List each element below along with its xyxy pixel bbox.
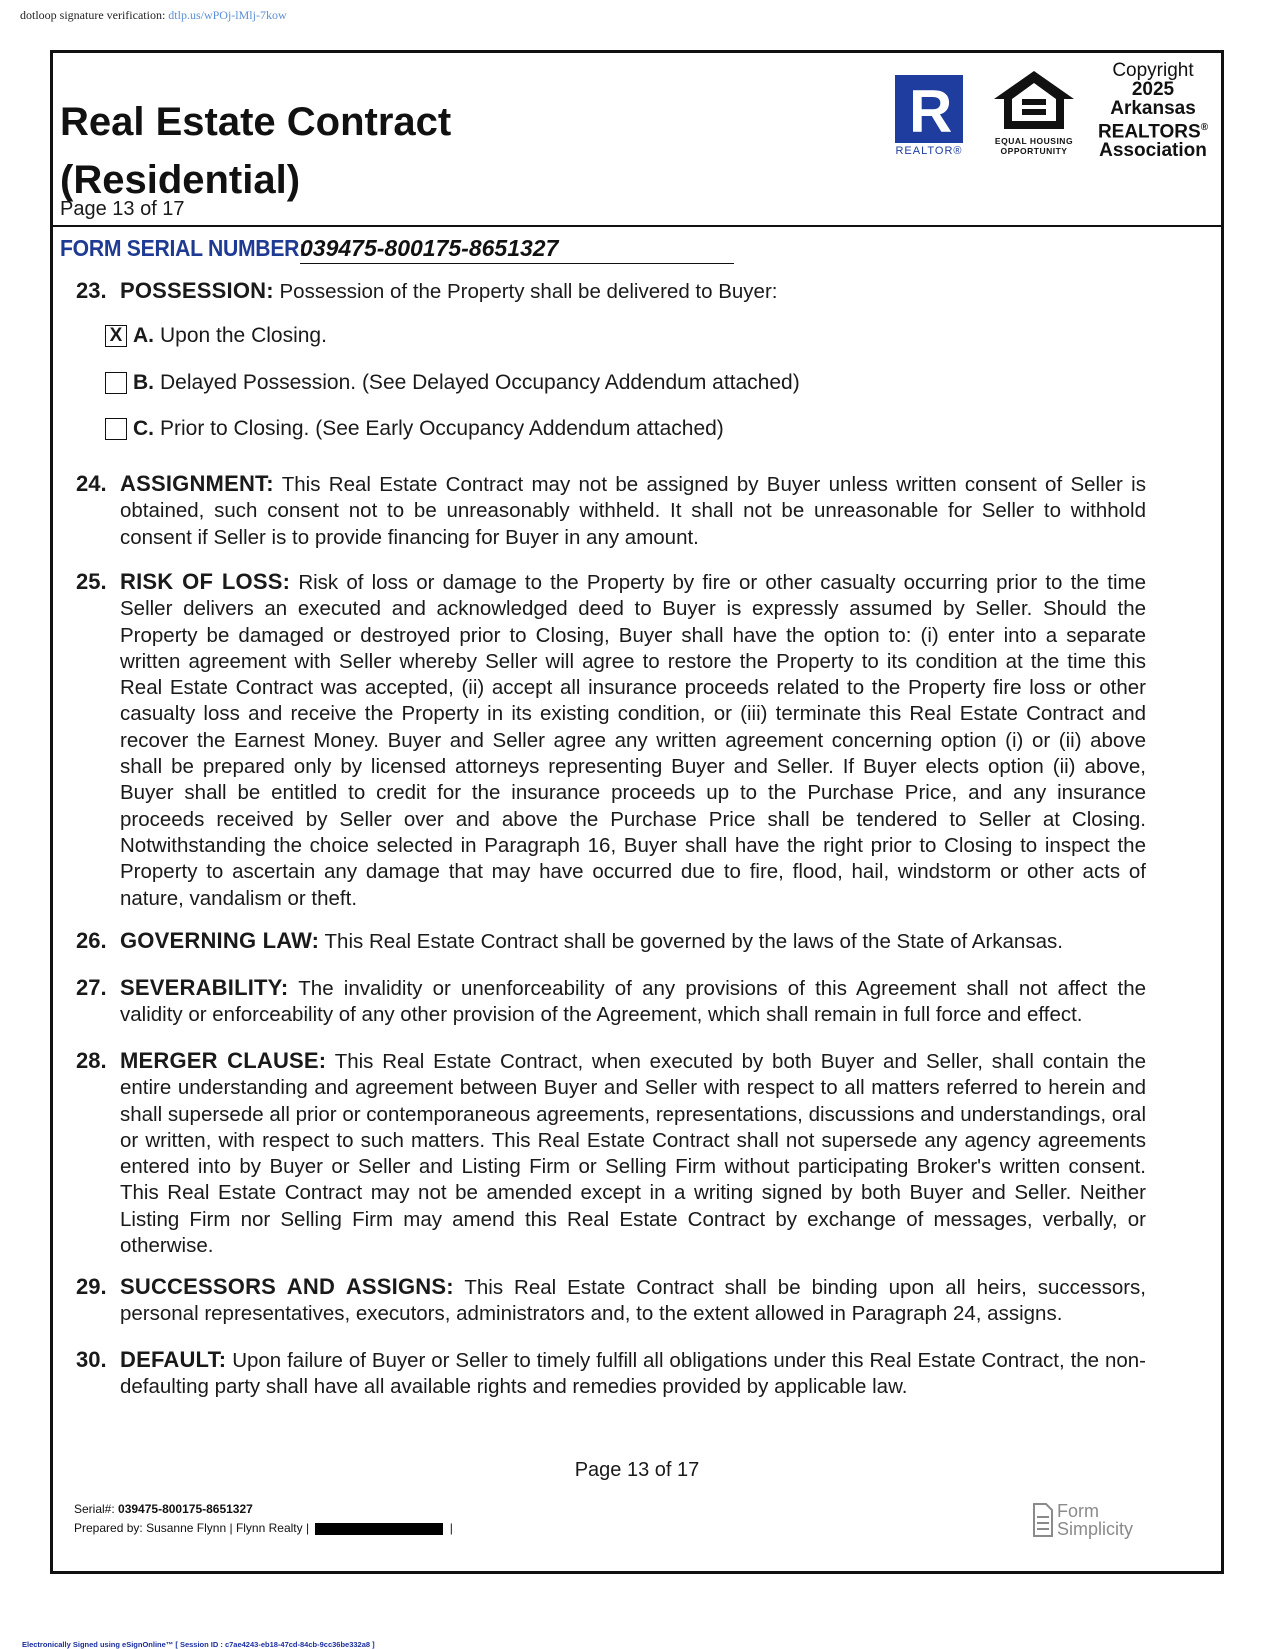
equal-housing-house-icon [990,69,1078,131]
checkbox-option-b[interactable] [105,372,127,394]
realtor-letter: R [909,78,953,145]
document-icon [1033,1503,1053,1537]
option-letter: A. [133,324,154,347]
copyright-org: REALTORS [1097,121,1201,143]
option-text: Upon the Closing. [160,324,327,347]
section-number: 23. [76,278,107,303]
separator: | [305,1521,310,1535]
equal-housing-logo [988,69,1080,156]
section-governing-law [76,928,1146,955]
section-text: This Real Estate Contract, when executed by both Buyer and Seller, shall contain the entire understanding and agreement between Buyer and Seller with respect to all matters referred to herein and shall supersede all prior or contemporaneous agreements, representations, discussions and understandings, oral or written, with respect to such matters. This Real Estate Contract shall not supersede any agency agreements entered into by Buyer or Seller and Listing Firm or Selling Firm without participating Broker's written consent. This Real Estate Contract may not be amended except in a writing signed by both Buyer and Seller. Neither Listing Firm nor Selling Firm may amend this Real Estate Contract by exchange of messages, verbally, or otherwise. [120,1050,1146,1258]
serial-value: 039475-800175-8651327 [300,235,734,264]
realtor-logo [893,75,965,157]
separator: | [229,1521,233,1535]
form-header [53,53,1221,227]
verification-link[interactable]: dtlp.us/wPOj-lMlj-7kow [168,8,287,22]
section-possession [76,278,1146,305]
section-risk-of-loss [76,569,1146,912]
verification-label: dotloop signature verification: [20,8,166,22]
copyright-line-1: Copyright [1112,60,1194,81]
possession-option-c [105,417,724,441]
title-line-2: (Residential) [60,158,301,202]
brand-line-2: Simplicity [1057,1519,1134,1539]
section-merger-clause [76,1048,1146,1259]
section-default [76,1347,1146,1401]
eho-caption-line-2: OPPORTUNITY [1000,146,1068,156]
footer-serial-value: 039475-800175-8651327 [118,1502,253,1516]
page-title [60,93,451,209]
realtor-word: REALTOR [895,145,954,157]
option-text: Prior to Closing. (See Early Occupancy Addendum attached) [160,417,724,440]
section-number: 25. [76,569,107,594]
option-text: Delayed Possession. (See Delayed Occupancy Addendum attached) [160,371,800,394]
copyright-block [1093,61,1213,160]
section-text: This Real Estate Contract shall be binding upon all heirs, successors, personal representatives, executors, administrators and, to the extent allowed in Paragraph 24, assigns. [120,1276,1146,1326]
section-assignment [76,471,1146,551]
section-heading: DEFAULT: [120,1347,227,1372]
option-letter: C. [133,417,154,440]
section-number: 26. [76,928,107,953]
realtor-label [893,145,965,157]
prepared-name: Susanne Flynn [146,1521,227,1535]
section-text: Possession of the Property shall be delivered to Buyer: [279,280,778,303]
esign-session-note: Electronically Signed using eSignOnline™ [ Session ID : c7ae4243-eb18-47cd-84cb-9cc36be332a8 ] [22,1640,375,1649]
option-letter: B. [133,371,154,394]
page-indicator-bottom: Page 13 of 17 [574,1459,700,1481]
eho-caption-line-1: EQUAL HOUSING [994,136,1074,146]
form-simplicity-logo [1033,1502,1133,1538]
section-heading: ASSIGNMENT: [120,471,274,496]
section-severability [76,975,1146,1029]
section-number: 29. [76,1274,107,1299]
section-heading: GOVERNING LAW: [120,928,320,953]
checkbox-option-c[interactable] [105,418,127,440]
page-indicator-top: Page 13 of 17 [60,198,185,220]
title-line-1: Real Estate Contract [60,100,452,144]
redaction-bar [315,1523,443,1535]
section-heading: SUCCESSORS AND ASSIGNS: [120,1274,454,1299]
possession-option-b [105,371,800,395]
section-number: 30. [76,1347,107,1372]
checkbox-option-a[interactable]: X [105,325,127,347]
section-number: 27. [76,975,107,1000]
section-heading: MERGER CLAUSE: [120,1048,327,1073]
section-heading: SEVERABILITY: [120,975,289,1000]
section-successors-and-assigns [76,1274,1146,1328]
section-text: This Real Estate Contract may not be assigned by Buyer unless written consent of Seller is obtained, such consent not to be unreasonably withheld. It shall not be unreasonable for Seller to withhold consent if Seller is to provide financing for Buyer in any amount. [120,473,1146,549]
copyright-year: 2025 [1131,79,1175,100]
serial-label: FORM SERIAL NUMBER: [60,235,306,261]
footer-serial-label: Serial#: [74,1502,115,1516]
separator: | [449,1521,453,1535]
footer-serial [74,1500,453,1519]
section-number: 24. [76,471,107,496]
section-heading: RISK OF LOSS: [120,569,291,594]
footer-info [74,1500,453,1538]
signature-verification [20,8,287,23]
form-serial-number [60,235,559,262]
document-frame [50,50,1224,1574]
prepared-firm: Flynn Realty [235,1521,303,1535]
copyright-registered-mark: ® [1200,122,1209,133]
section-number: 28. [76,1048,107,1073]
section-text: Risk of loss or damage to the Property by fire or other casualty occurring prior to the time Seller delivers an executed and acknowledged deed to Buyer is expressly assumed by Seller. Should the Property be damaged or destroyed prior to Closing, Buyer shall have the option to: (i) enter into a separate written agreement with Seller whereby Seller will agree to restore the Property to its condition at the time this Real Estate Contract was accepted, (ii) accept all insurance proceeds related to the Property fire loss or other casualty loss and receive the Property in its existing condition, or (iii) terminate this Real Estate Contract and recover the Earnest Money. Buyer and Seller agree any written agreement concerning option (i) or (ii) above shall be prepared only by licensed attorneys representing Buyer and Seller. If Buyer elects option (ii) above, Buyer shall be entitled to credit for the insurance proceeds up to the Purchase Price, and any insurance proceeds received by Seller over and above the Purchase Price shall be tendered to Seller at Closing. Notwithstanding the choice selected in Paragraph 16, Buyer shall have the right prior to Closing to inspect the Property to ascertain any damage that may have occurred due to fire, flood, hail, windstorm or other acts of nature, vandalism or theft. [120,571,1146,910]
footer-prepared-by [74,1519,453,1538]
copyright-association: Association [1099,140,1207,162]
brand-line-1: Form [1057,1501,1099,1521]
section-text: Upon failure of Buyer or Seller to timely fulfill all obligations under this Real Estate Contract, the non-defaulting party shall have all available rights and remedies provided by applicable law. [120,1349,1146,1399]
copyright-state: Arkansas [1110,98,1196,119]
realtor-r-icon [895,75,963,143]
copyright-org-line [1093,118,1213,141]
realtor-registered-mark: ® [953,145,963,157]
section-heading: POSSESSION: [120,278,274,303]
section-text: This Real Estate Contract shall be governed by the laws of the State of Arkansas. [324,930,1063,953]
possession-option-a [105,324,327,348]
prepared-label: Prepared by: [74,1521,143,1535]
section-text: The invalidity or unenforceability of any provisions of this Agreement shall not affect the validity or enforceability of any other provision of the Agreement, which shall remain in full force and effect. [120,977,1147,1027]
